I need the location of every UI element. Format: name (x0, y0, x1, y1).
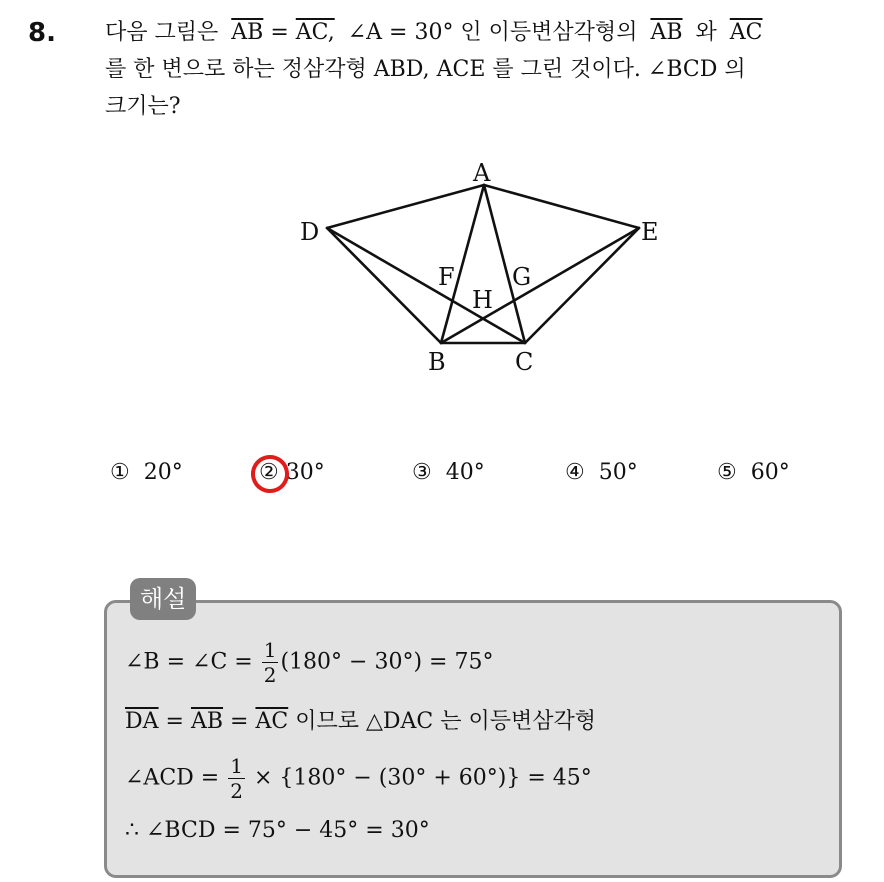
solution-line-1 (125, 640, 493, 685)
equals-sign: = (270, 20, 289, 45)
choice-marker: ① (110, 460, 130, 485)
fraction-numerator: 1 (263, 638, 277, 662)
segment-e-b (441, 228, 639, 343)
fraction-one-half (228, 756, 245, 801)
choice-marker: ② (259, 460, 279, 485)
choice-value: 50° (598, 460, 638, 485)
point-label-g: G (512, 263, 532, 291)
segment-ab: $\overline{AB}$ (231, 20, 264, 45)
choice-marker: ④ (565, 460, 585, 485)
segment-d-c (327, 228, 525, 343)
segment-ac: $\overline{AC}$ (729, 20, 763, 45)
question-text-part: 와 (695, 20, 717, 45)
point-label-d: D (300, 218, 320, 246)
segment-a-e (484, 185, 639, 228)
segment-da: $\overline{DA}$ (125, 709, 159, 734)
solution-tag: 해설 (130, 578, 196, 620)
fraction-denominator: 2 (230, 779, 243, 803)
solution-line-2 (125, 707, 596, 737)
answer-choices (0, 460, 884, 500)
equals-sign: = (165, 709, 184, 734)
choice-marker: ③ (412, 460, 432, 485)
question-line-3: 크기는? (105, 94, 181, 119)
choice-3[interactable] (412, 460, 485, 485)
choice-value: 30° (285, 460, 325, 485)
question-line-2: 를 한 변으로 하는 정삼각형 ABD, ACE 를 그린 것이다. ∠BCD 의 (105, 57, 746, 82)
equals-sign: = (230, 709, 249, 734)
choice-1[interactable] (110, 460, 183, 485)
point-label-h: H (472, 286, 493, 314)
segment-ac: $\overline{AC}$ (255, 709, 289, 734)
choice-value: 40° (445, 460, 485, 485)
segment-ac: AC, (295, 20, 335, 45)
solution-text: 이므로 △DAC 는 이등변삼각형 (295, 709, 596, 734)
choice-value: 20° (143, 460, 183, 485)
choice-5[interactable] (717, 460, 790, 485)
segment-d-a (327, 185, 484, 228)
question-number: 8. (28, 18, 56, 48)
solution-text: ∠ACD = (125, 765, 220, 791)
point-label-e: E (641, 218, 659, 246)
fraction-numerator: 1 (230, 754, 243, 778)
point-label-f: F (438, 263, 455, 291)
choice-4[interactable] (565, 460, 638, 485)
fraction-one-half (262, 640, 279, 685)
point-label-b: B (428, 348, 446, 376)
point-label-c: C (515, 348, 534, 376)
solution-line-4: ∴ ∠BCD = 75° − 45° = 30° (125, 818, 430, 843)
solution-text: ∠B = ∠C = (125, 649, 253, 675)
question-text-part: 다음 그림은 (105, 20, 219, 45)
question-text-part: ∠A = 30° 인 이등변삼각형의 (347, 20, 638, 45)
solution-text: × {180° − (30° + 60°)} = 45° (253, 765, 592, 791)
segment-ab: $\overline{AB}$ (650, 20, 683, 45)
choice-marker: ⑤ (717, 460, 737, 485)
solution-line-3 (125, 756, 592, 801)
fraction-denominator: 2 (263, 663, 277, 687)
segment-ab: $\overline{AB}$ (190, 709, 224, 734)
point-label-a: A (473, 159, 491, 187)
solution-text: (180° − 30°) = 75° (280, 649, 494, 675)
choice-value: 60° (750, 460, 790, 485)
